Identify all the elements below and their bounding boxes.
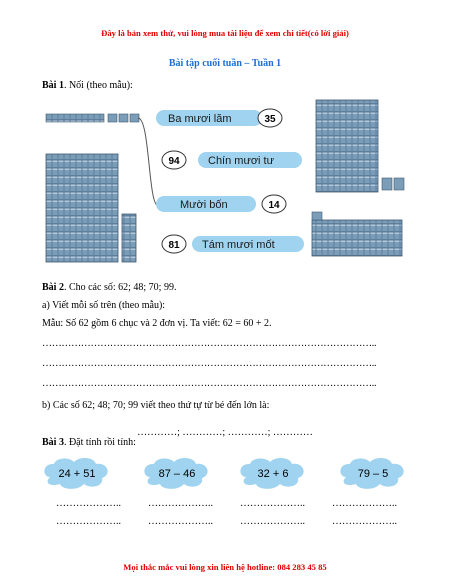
calc-cloud-1 [44, 458, 107, 489]
answer-line-1[interactable]: ………………………………………………………………………………………….. [42, 338, 377, 349]
svg-text:32 + 6: 32 + 6 [257, 468, 289, 480]
number-badge-81[interactable] [162, 235, 186, 253]
ex1-heading: Bài 1 [42, 80, 64, 91]
number-badge-94[interactable] [162, 151, 186, 169]
answer-line-2[interactable]: ………………………………………………………………………………………….. [42, 358, 377, 369]
word-card-2[interactable] [198, 152, 302, 168]
answer-line-3[interactable]: ………………………………………………………………………………………….. [42, 378, 377, 389]
ex1-instruction: . Nối (theo mẫu): [63, 80, 133, 91]
ex2-part-a: a) Viết mỗi số trên (theo mẫu): [42, 300, 166, 311]
svg-text:81: 81 [168, 240, 180, 251]
svg-text:Chín mươi tư: Chín mươi tư [208, 155, 274, 167]
page-title: Bài tập cuối tuần – Tuần 1 [168, 58, 282, 69]
hotline-footer: Mọi thắc mắc vui lòng xin liên hệ hotline: 084 283 45 85 [123, 562, 327, 572]
answer-blank[interactable]: ……………….. [148, 516, 213, 527]
preview-banner: Đây là bản xem thử, vui lòng mua tài liệu để xem chi tiết(có lời giải) [101, 28, 349, 38]
ex2-intro: . Cho các số: 62; 48; 70; 99. [63, 282, 177, 293]
number-badge-14[interactable] [262, 195, 286, 213]
answer-blank[interactable]: ……………….. [240, 498, 305, 509]
svg-text:Ba mươi lăm: Ba mươi lăm [168, 113, 232, 125]
answer-blank[interactable]: ……………….. [332, 516, 397, 527]
ex3-heading: Bài 3 [42, 437, 64, 448]
svg-text:Tám mươi mốt: Tám mươi mốt [202, 239, 275, 251]
svg-text:79 – 5: 79 – 5 [357, 468, 389, 480]
word-card-1[interactable] [156, 110, 262, 126]
ten-rod-blocks [46, 114, 139, 122]
svg-text:14: 14 [268, 200, 280, 211]
ex2-heading-line [42, 282, 176, 293]
block-stack-left [46, 154, 136, 262]
ex1-heading-line [42, 80, 133, 91]
answer-blank[interactable]: ……………….. [240, 516, 305, 527]
answer-blank[interactable]: ……………….. [332, 498, 397, 509]
svg-text:24 + 51: 24 + 51 [58, 468, 96, 480]
answer-blank[interactable]: ……………….. [56, 516, 121, 527]
word-card-3[interactable] [156, 196, 256, 212]
svg-text:35: 35 [264, 114, 276, 125]
calc-cloud-3 [240, 458, 303, 489]
svg-text:87 – 46: 87 – 46 [158, 468, 196, 480]
svg-text:94: 94 [168, 156, 180, 167]
calc-clouds [40, 455, 420, 495]
block-stack-right-top [316, 100, 404, 192]
ex3-instruction: . Đặt tính rồi tính: [63, 437, 136, 448]
order-answer-blanks[interactable]: …………; …………; …………; ………… [137, 427, 313, 438]
number-badge-35[interactable] [258, 109, 282, 127]
answer-blank[interactable]: ……………….. [148, 498, 213, 509]
svg-text:Mười bốn: Mười bốn [180, 199, 228, 211]
ex2-heading: Bài 2 [42, 282, 64, 293]
ex2-example: Mẫu: Số 62 gồm 6 chục và 2 đơn vị. Ta viết: 62 = 60 + 2. [42, 318, 272, 329]
word-card-4[interactable] [192, 236, 304, 252]
calc-cloud-2 [144, 458, 207, 489]
ex3-heading-line [42, 437, 136, 448]
block-stack-right-bottom [312, 212, 402, 256]
calc-cloud-4 [340, 458, 403, 489]
answer-blank[interactable]: ……………….. [56, 498, 121, 509]
ex2-part-b: b) Các số 62; 48; 70; 99 viết theo thứ tự từ bé đến lớn là: [42, 400, 270, 411]
ex1-matching-figure [40, 96, 410, 266]
